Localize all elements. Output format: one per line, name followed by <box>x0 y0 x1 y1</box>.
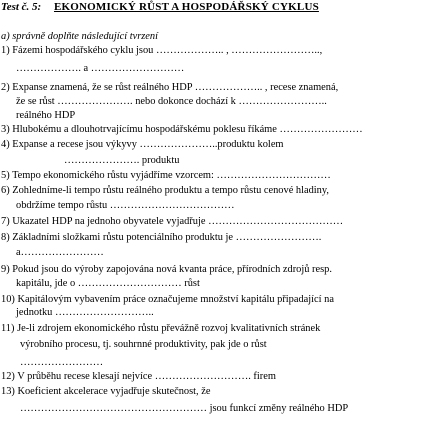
question-3: 3) Hlubokému a dlouhotrvajícímu hospodářskému poklesu říkáme …………………… <box>1 124 363 135</box>
question-2-line-2: že se růst …………………. nebo dokonce dochází k …………………….. <box>16 96 327 107</box>
test-number: Test č. 5: <box>1 1 42 13</box>
question-6-line-1: 6) Zohledníme-li tempo růstu reálného produktu a tempo růstu cenové hladiny, <box>1 185 329 196</box>
question-8-line-2: a…………………… <box>16 247 104 258</box>
question-1-line-2: ………………. a ……………………… <box>16 63 185 74</box>
question-1-line-1: 1) Fázemi hospodářského cyklu jsou ……………….. , …………………….., <box>1 45 323 56</box>
question-9-line-1: 9) Pokud jsou do výroby zapojována nová kvanta práce, přírodních zdrojů resp. <box>1 264 332 275</box>
question-10-line-1: 10) Kapitálovým vybavením práce označujeme množství kapitálu připadající na <box>1 294 334 305</box>
question-8-line-1: 8) Základními složkami růstu potenciálního produktu je ……………………. <box>1 232 322 243</box>
question-13-line-2: ……………………………………………… jsou funkcí změny reálného HDP <box>20 403 349 414</box>
question-11-line-2: výrobního procesu, tj. souhrnné produktivity, pak jde o růst <box>20 339 267 350</box>
question-11-line-1: 11) Je-li zdrojem ekonomického růstu převážně rozvoj kvalitativních stránek <box>1 323 321 334</box>
test-heading <box>1 1 319 14</box>
question-2-line-3: reálného HDP <box>16 110 76 121</box>
question-2-line-1: 2) Expanse znamená, že se růst reálného HDP ……………….. , recese znamená, <box>1 82 339 93</box>
section-instruction: a) správně doplňte následující tvrzení <box>1 31 158 42</box>
question-13-line-1: 13) Koeficient akcelerace vyjadřuje skutečnost, že <box>1 386 211 397</box>
question-4-line-1: 4) Expanse a recese jsou výkyvy …………………..produktu kolem <box>1 139 284 150</box>
question-7: 7) Ukazatel HDP na jednoho obyvatele vyjadřuje ………………………………… <box>1 216 344 227</box>
question-9-line-2: kapitálu, jde o ………………………… růst <box>16 278 200 289</box>
question-11-line-3: …………………… <box>20 357 104 368</box>
test-title: EKONOMICKÝ RŮST A HOSPODÁŘSKÝ CYKLUS <box>53 1 319 13</box>
question-6-line-2: obdržíme tempo růstu ……………………………… <box>16 200 235 211</box>
question-12: 12) V průběhu recese klesají nejvíce ………………………. firem <box>1 371 276 382</box>
question-10-line-2: jednotku ……………………….. <box>16 307 154 318</box>
question-4-line-2: …………………. produktu <box>64 155 180 166</box>
question-5: 5) Tempo ekonomického růstu vyjádříme vzorcem: …………………………… <box>1 170 331 181</box>
